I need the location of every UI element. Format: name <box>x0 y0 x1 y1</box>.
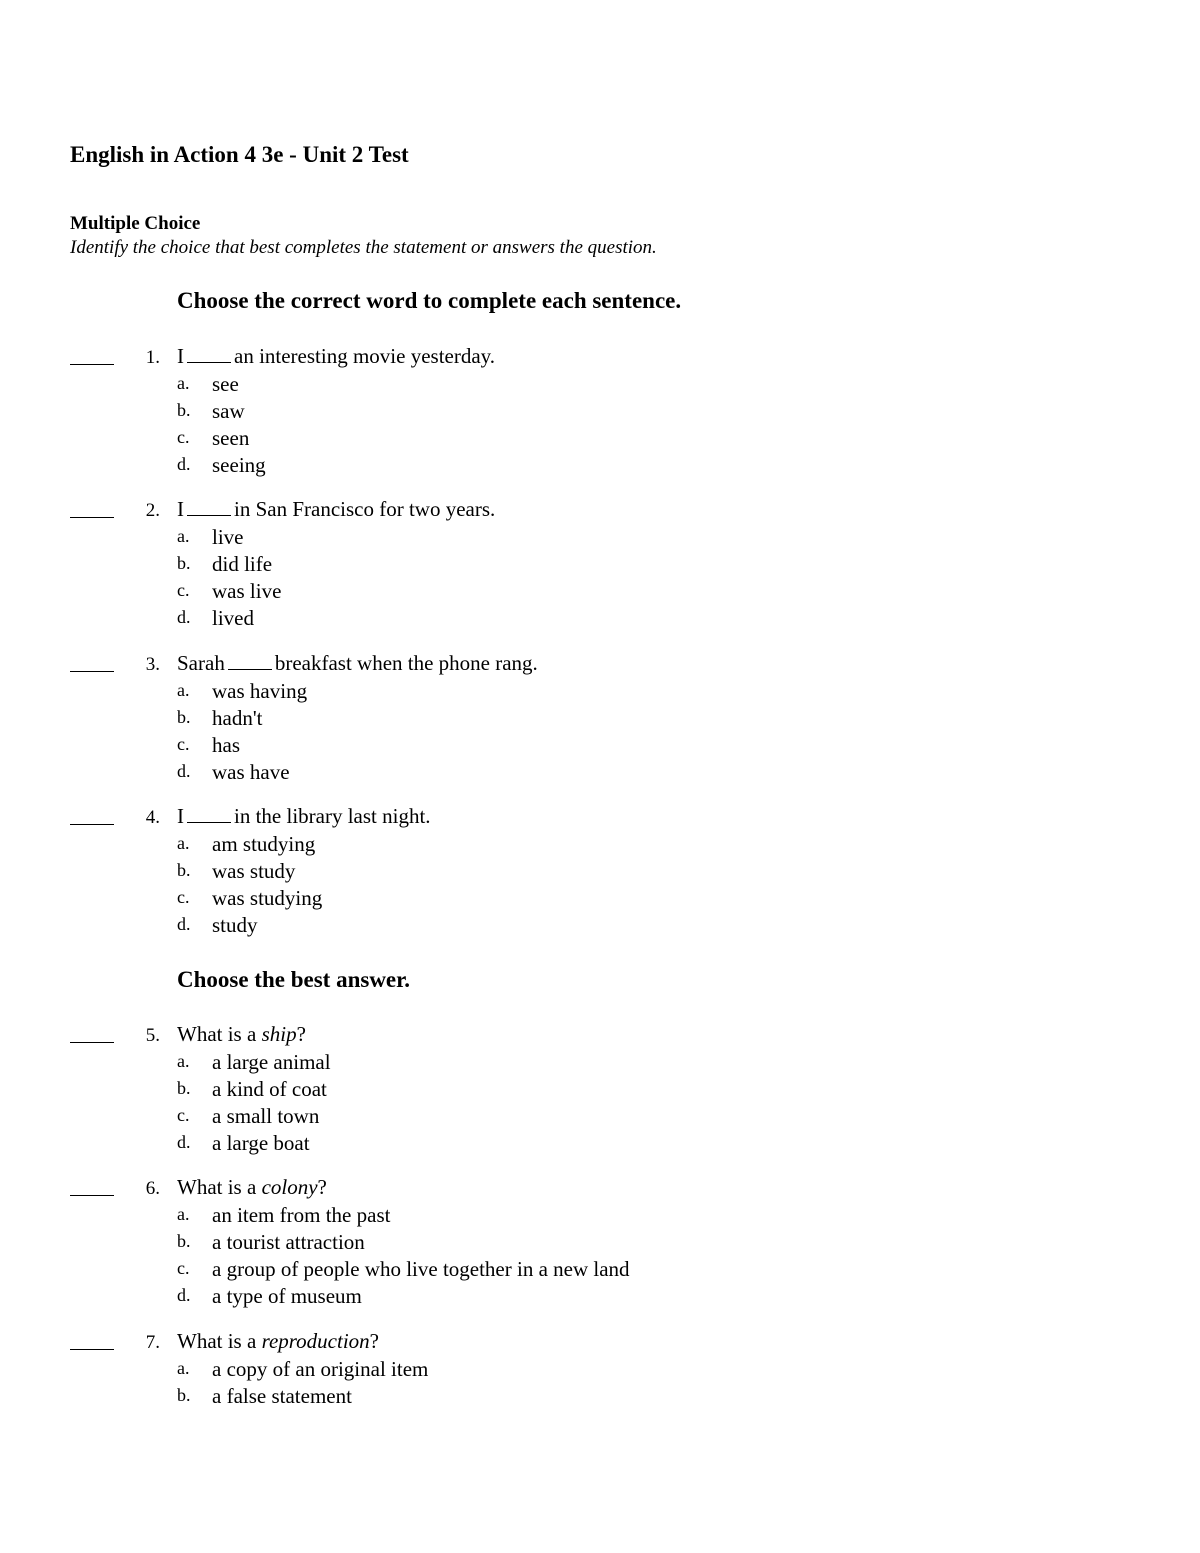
question-stem <box>177 1174 327 1201</box>
question-number: 1. <box>145 347 160 368</box>
answer-blank[interactable] <box>70 824 114 825</box>
stem-text: ? <box>369 1329 379 1353</box>
stem-text: breakfast when the phone rang. <box>274 651 538 675</box>
option-text: saw <box>212 399 245 423</box>
option-text: did life <box>212 552 273 576</box>
option-letter: b. <box>177 1231 191 1251</box>
option-text: a false statement <box>212 1384 352 1408</box>
option-letter: a. <box>177 1358 190 1378</box>
stem-text: What is a <box>177 1175 257 1199</box>
option-text: was study <box>212 859 296 883</box>
option-text: am studying <box>212 832 316 856</box>
option-text: study <box>212 913 258 937</box>
option-text: was having <box>212 679 308 703</box>
stem-term: colony <box>261 1175 318 1199</box>
option-text: an item from the past <box>212 1203 391 1227</box>
answer-blank[interactable] <box>70 364 114 365</box>
option-letter: d. <box>177 914 191 934</box>
option-letter: c. <box>177 887 190 907</box>
option-text: has <box>212 733 240 757</box>
option-text: a tourist attraction <box>212 1230 365 1254</box>
question-number: 3. <box>145 654 160 675</box>
question-number: 4. <box>145 807 160 828</box>
option-text: a large animal <box>212 1050 331 1074</box>
question-stem <box>177 803 431 830</box>
question-stem <box>177 343 495 370</box>
document-title: English in Action 4 3e - Unit 2 Test <box>70 142 409 167</box>
option-letter: d. <box>177 761 191 781</box>
option-text: lived <box>212 606 254 630</box>
stem-text: ? <box>317 1175 327 1199</box>
option-letter: b. <box>177 860 191 880</box>
stem-text: in San Francisco for two years. <box>234 497 496 521</box>
option-text: a copy of an original item <box>212 1357 429 1381</box>
group-heading-2: Choose the best answer. <box>177 967 410 992</box>
answer-blank[interactable] <box>70 671 114 672</box>
option-letter: b. <box>177 1385 191 1405</box>
option-letter: a. <box>177 833 190 853</box>
option-letter: a. <box>177 526 190 546</box>
option-text: a group of people who live together in a new land <box>212 1257 630 1281</box>
fill-in-gap <box>228 668 272 670</box>
question-number: 5. <box>145 1025 160 1046</box>
option-letter: c. <box>177 1105 190 1125</box>
option-text: hadn't <box>212 706 263 730</box>
option-letter: b. <box>177 1078 191 1098</box>
option-text: was live <box>212 579 282 603</box>
option-letter: a. <box>177 373 190 393</box>
option-text: was have <box>212 760 290 784</box>
stem-text: I <box>177 344 184 368</box>
fill-in-gap <box>187 361 231 363</box>
option-letter: c. <box>177 734 190 754</box>
option-letter: b. <box>177 707 191 727</box>
option-letter: d. <box>177 1285 191 1305</box>
option-text: a kind of coat <box>212 1077 327 1101</box>
stem-text: ? <box>296 1022 306 1046</box>
stem-text: I <box>177 804 184 828</box>
group-heading-1: Choose the correct word to complete each sentence. <box>177 288 682 313</box>
stem-text: an interesting movie yesterday. <box>234 344 496 368</box>
stem-term: reproduction <box>261 1329 370 1353</box>
stem-term: ship <box>261 1022 297 1046</box>
stem-text: in the library last night. <box>234 804 431 828</box>
option-letter: c. <box>177 1258 190 1278</box>
stem-text: What is a <box>177 1329 257 1353</box>
option-text: seeing <box>212 453 266 477</box>
option-letter: a. <box>177 1204 190 1224</box>
option-letter: a. <box>177 680 190 700</box>
question-number: 2. <box>145 500 160 521</box>
option-text: seen <box>212 426 250 450</box>
question-stem <box>177 650 538 677</box>
option-letter: d. <box>177 607 191 627</box>
option-letter: d. <box>177 1132 191 1152</box>
question-stem <box>177 1021 306 1048</box>
stem-text: I <box>177 497 184 521</box>
stem-text: Sarah <box>177 651 225 675</box>
option-letter: b. <box>177 400 191 420</box>
fill-in-gap <box>187 514 231 516</box>
question-stem <box>177 1328 379 1355</box>
option-text: a small town <box>212 1104 320 1128</box>
answer-blank[interactable] <box>70 517 114 518</box>
option-text: was studying <box>212 886 323 910</box>
option-letter: a. <box>177 1051 190 1071</box>
option-text: see <box>212 372 239 396</box>
answer-blank[interactable] <box>70 1042 114 1043</box>
option-text: a type of museum <box>212 1284 362 1308</box>
question-number: 6. <box>145 1178 160 1199</box>
option-text: a large boat <box>212 1131 310 1155</box>
question-stem <box>177 496 495 523</box>
section-instruction: Identify the choice that best completes the statement or answers the question. <box>70 237 657 258</box>
option-letter: c. <box>177 580 190 600</box>
answer-blank[interactable] <box>70 1195 114 1196</box>
answer-blank[interactable] <box>70 1349 114 1350</box>
option-text: live <box>212 525 244 549</box>
fill-in-gap <box>187 821 231 823</box>
question-number: 7. <box>145 1332 160 1353</box>
option-letter: c. <box>177 427 190 447</box>
stem-text: What is a <box>177 1022 257 1046</box>
section-heading: Multiple Choice <box>70 213 201 234</box>
option-letter: d. <box>177 454 191 474</box>
option-letter: b. <box>177 553 191 573</box>
